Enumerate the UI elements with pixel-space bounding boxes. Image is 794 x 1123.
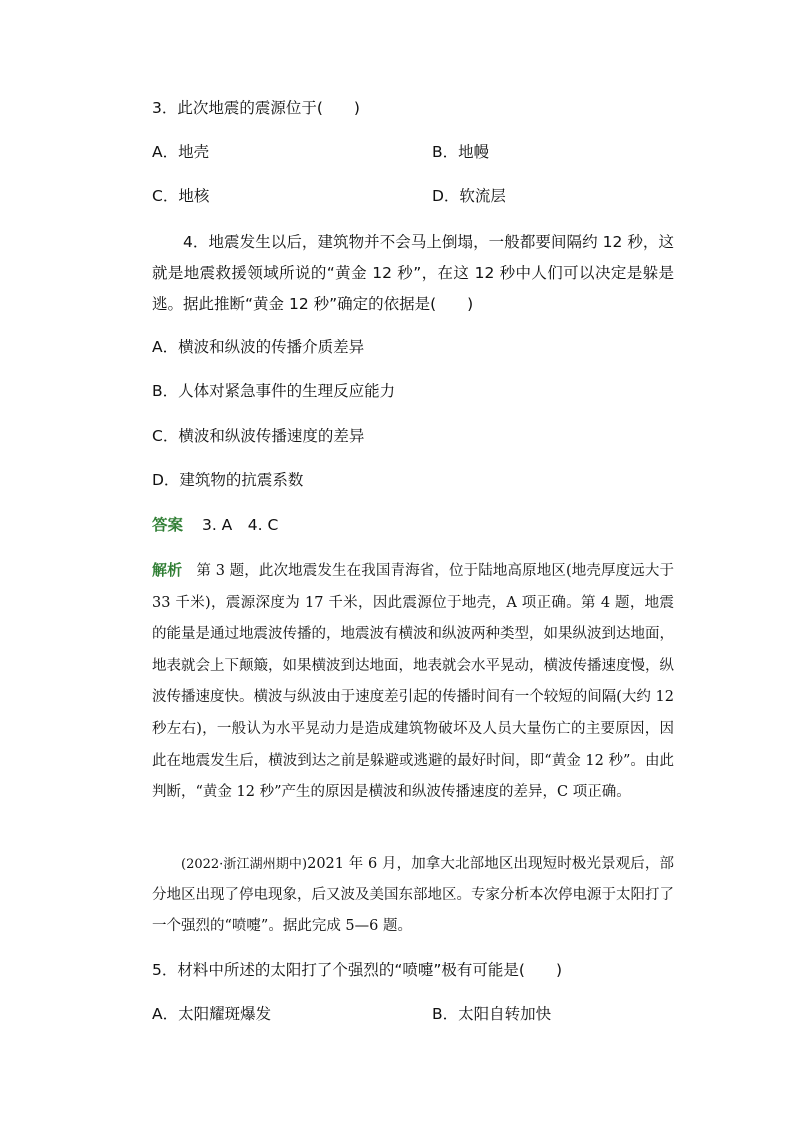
answer-value: 3. A 4. C	[201, 516, 279, 534]
q5-option-a: A．太阳耀斑爆发	[152, 1005, 272, 1023]
question-4-stem: 4．地震发生以后，建筑物并不会马上倒塌，一般都要间隔约 12 秒，这就是地震救援领域所说的“黄金 12 秒”，在这 12 秒中人们可以决定是躲是逃。据此推断“黄金 12 秒”确定的依据是( )	[152, 233, 674, 313]
material-source: (2022·浙江湖州期中)	[181, 857, 308, 872]
q4-option-c: C．横波和纵波传播速度的差异	[152, 427, 365, 445]
q4-option-a: A．横波和纵波的传播介质差异	[152, 338, 365, 356]
material-text: 2021 年 6 月，加拿大北部地区出现短时极光景观后，部分地区出现了停电现象，后又波及美国东部地区。专家分析本次停电源于太阳打了一个强烈的“喷嚏”。据此完成 5—6 题。	[152, 856, 674, 934]
answer-label: 答案	[152, 516, 184, 534]
answer-line	[152, 515, 278, 535]
analysis-label: 解析	[152, 561, 183, 579]
q5-option-b: B．太阳自转加快	[432, 1005, 552, 1023]
material-paragraph	[152, 849, 674, 942]
analysis-paragraph	[152, 555, 674, 809]
q4-option-b: B．人体对紧急事件的生理反应能力	[152, 382, 396, 400]
q4-option-d: D．建筑物的抗震系数	[152, 471, 304, 489]
q3-option-c: C．地核	[152, 187, 210, 205]
analysis-text: 第 3 题，此次地震发生在我国青海省，位于陆地高原地区(地壳厚度远大于 33 千米)，震源深度为 17 千米，因此震源位于地壳，A 项正确。第 4 题，地震的能量是通过地震波传播的，地震波有横波和纵波两种类型，如果纵波到达地面，地表就会上下颠簸，如果横波到达地面，地表就会水平晃动，横波传播速度慢，纵波传播速度快。横波与纵波由于速度差引起的传播时间有一个较短的间隔(大约 12 秒左右)，一般认为水平晃动力是造成建筑物破坏及人员大量伤亡的主要原因，因此在地震发生后，横波到达之前是躲避或逃避的最好时间，即“黄金 12 秒”。由此判断，“黄金 12 秒”产生的原因是横波和纵波传播速度的差异，C 项正确。	[152, 563, 674, 801]
q3-option-a: A．地壳	[152, 143, 210, 161]
question-5-stem: 5．材料中所述的太阳打了个强烈的“喷嚏”极有可能是( )	[152, 961, 563, 979]
question-3-stem: 3．此次地震的震源位于( )	[152, 99, 360, 117]
q3-option-d: D．软流层	[432, 187, 506, 205]
q3-option-b: B．地幔	[432, 143, 490, 161]
